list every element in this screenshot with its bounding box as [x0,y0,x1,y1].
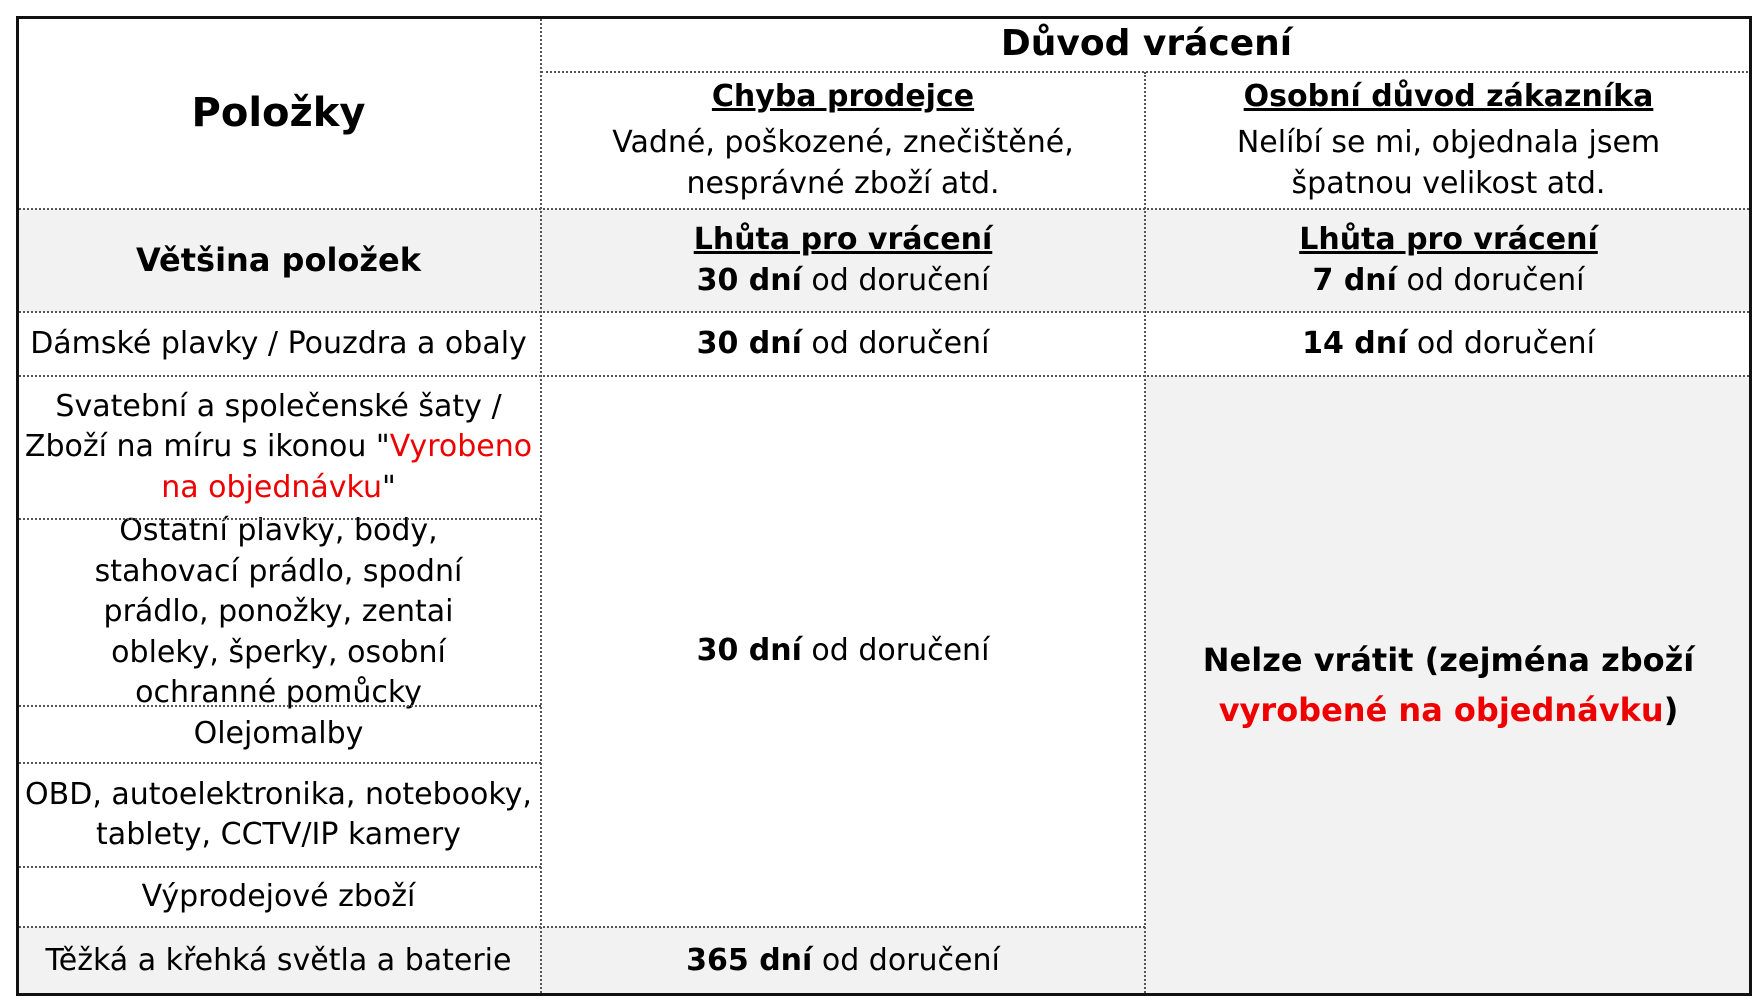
merged-seller-days: 30 dní [696,633,802,669]
grid-line [16,762,541,764]
header-seller [541,72,1145,209]
wedding-label-pre: Svatební a společenské šaty / Zboží na míru s ikonou " [24,388,502,465]
majority-seller [541,209,1145,312]
wedding-label-post: " [381,469,396,505]
majority-label [16,209,541,312]
grid-line [16,926,1145,928]
merged-customer-pre: Nelze vrátit (zejména zboží [1202,641,1695,680]
swim-label-text: Dámské plavky / Pouzdra a obaly [30,325,527,361]
customer-desc: Nelíbí se mi, objednala jsem špatnou velikost atd. [1236,125,1661,201]
swim-label [16,312,541,376]
oil-label [16,706,541,763]
other-swim-label [16,513,541,711]
header-reason-label: Důvod vrácení [1000,22,1293,64]
seller-desc: Vadné, poškozené, znečištěné, nesprávné zboží atd. [612,125,1074,201]
heavy-seller-days: 365 dní [686,943,813,979]
header-items-label: Položky [191,89,366,136]
oil-label-text: Olejomalby [193,716,364,752]
merged-seller-suffix: od doručení [801,633,990,669]
grid-line [16,311,1752,313]
wedding-label-red: Vyrobeno na objednávku [161,429,533,505]
swim-customer [1145,312,1752,376]
seller-title: Chyba prodejce [711,78,975,114]
majority-seller-suffix: od doručení [801,262,990,298]
merged-customer-post: ) [1663,691,1679,729]
grid-line [16,208,1752,210]
heavy-seller [541,927,1145,996]
other-swim-label-text: Ostatní plavky, body, stahovací prádlo, spodní prádlo, ponožky, zentai obleky, šperky, osobní ochranné pomůcky [94,513,463,711]
majority-seller-period-label: Lhůta pro vrácení [693,222,993,257]
majority-customer-days: 7 dní [1312,262,1397,298]
swim-customer-suffix: od doručení [1407,325,1595,361]
heavy-label-text: Těžká a křehká světla a baterie [45,943,512,979]
obd-label-text: OBD, autoelektronika, notebooky, tablety, CCTV/IP kamery [25,776,532,852]
header-customer [1145,72,1752,209]
header-reason [541,16,1752,72]
sale-label [16,867,541,927]
grid-line [540,16,542,996]
wedding-label [16,376,541,519]
swim-seller [541,312,1145,376]
swim-seller-suffix: od doručení [801,325,990,361]
swim-customer-days: 14 dní [1302,325,1408,361]
merged-seller [541,376,1145,927]
grid-line [1144,72,1146,996]
majority-customer [1145,209,1752,312]
majority-customer-period-label: Lhůta pro vrácení [1299,222,1598,257]
grid-line [16,866,541,868]
grid-line [541,71,1752,73]
majority-label-text: Většina položek [136,240,421,279]
grid-line [16,705,541,707]
heavy-seller-suffix: od doručení [812,943,1000,979]
majority-seller-days: 30 dní [696,262,802,298]
header-items [16,16,541,209]
grid-line [16,518,541,520]
customer-title: Osobní důvod zákazníka [1243,78,1654,114]
merged-customer-red: vyrobené na objednávku [1218,691,1664,729]
swim-seller-days: 30 dní [696,325,802,361]
sale-label-text: Výprodejové zboží [141,878,416,914]
obd-label [16,763,541,867]
heavy-label [16,927,541,996]
majority-customer-suffix: od doručení [1396,262,1585,298]
grid-line [16,375,1752,377]
merged-customer [1145,376,1752,996]
